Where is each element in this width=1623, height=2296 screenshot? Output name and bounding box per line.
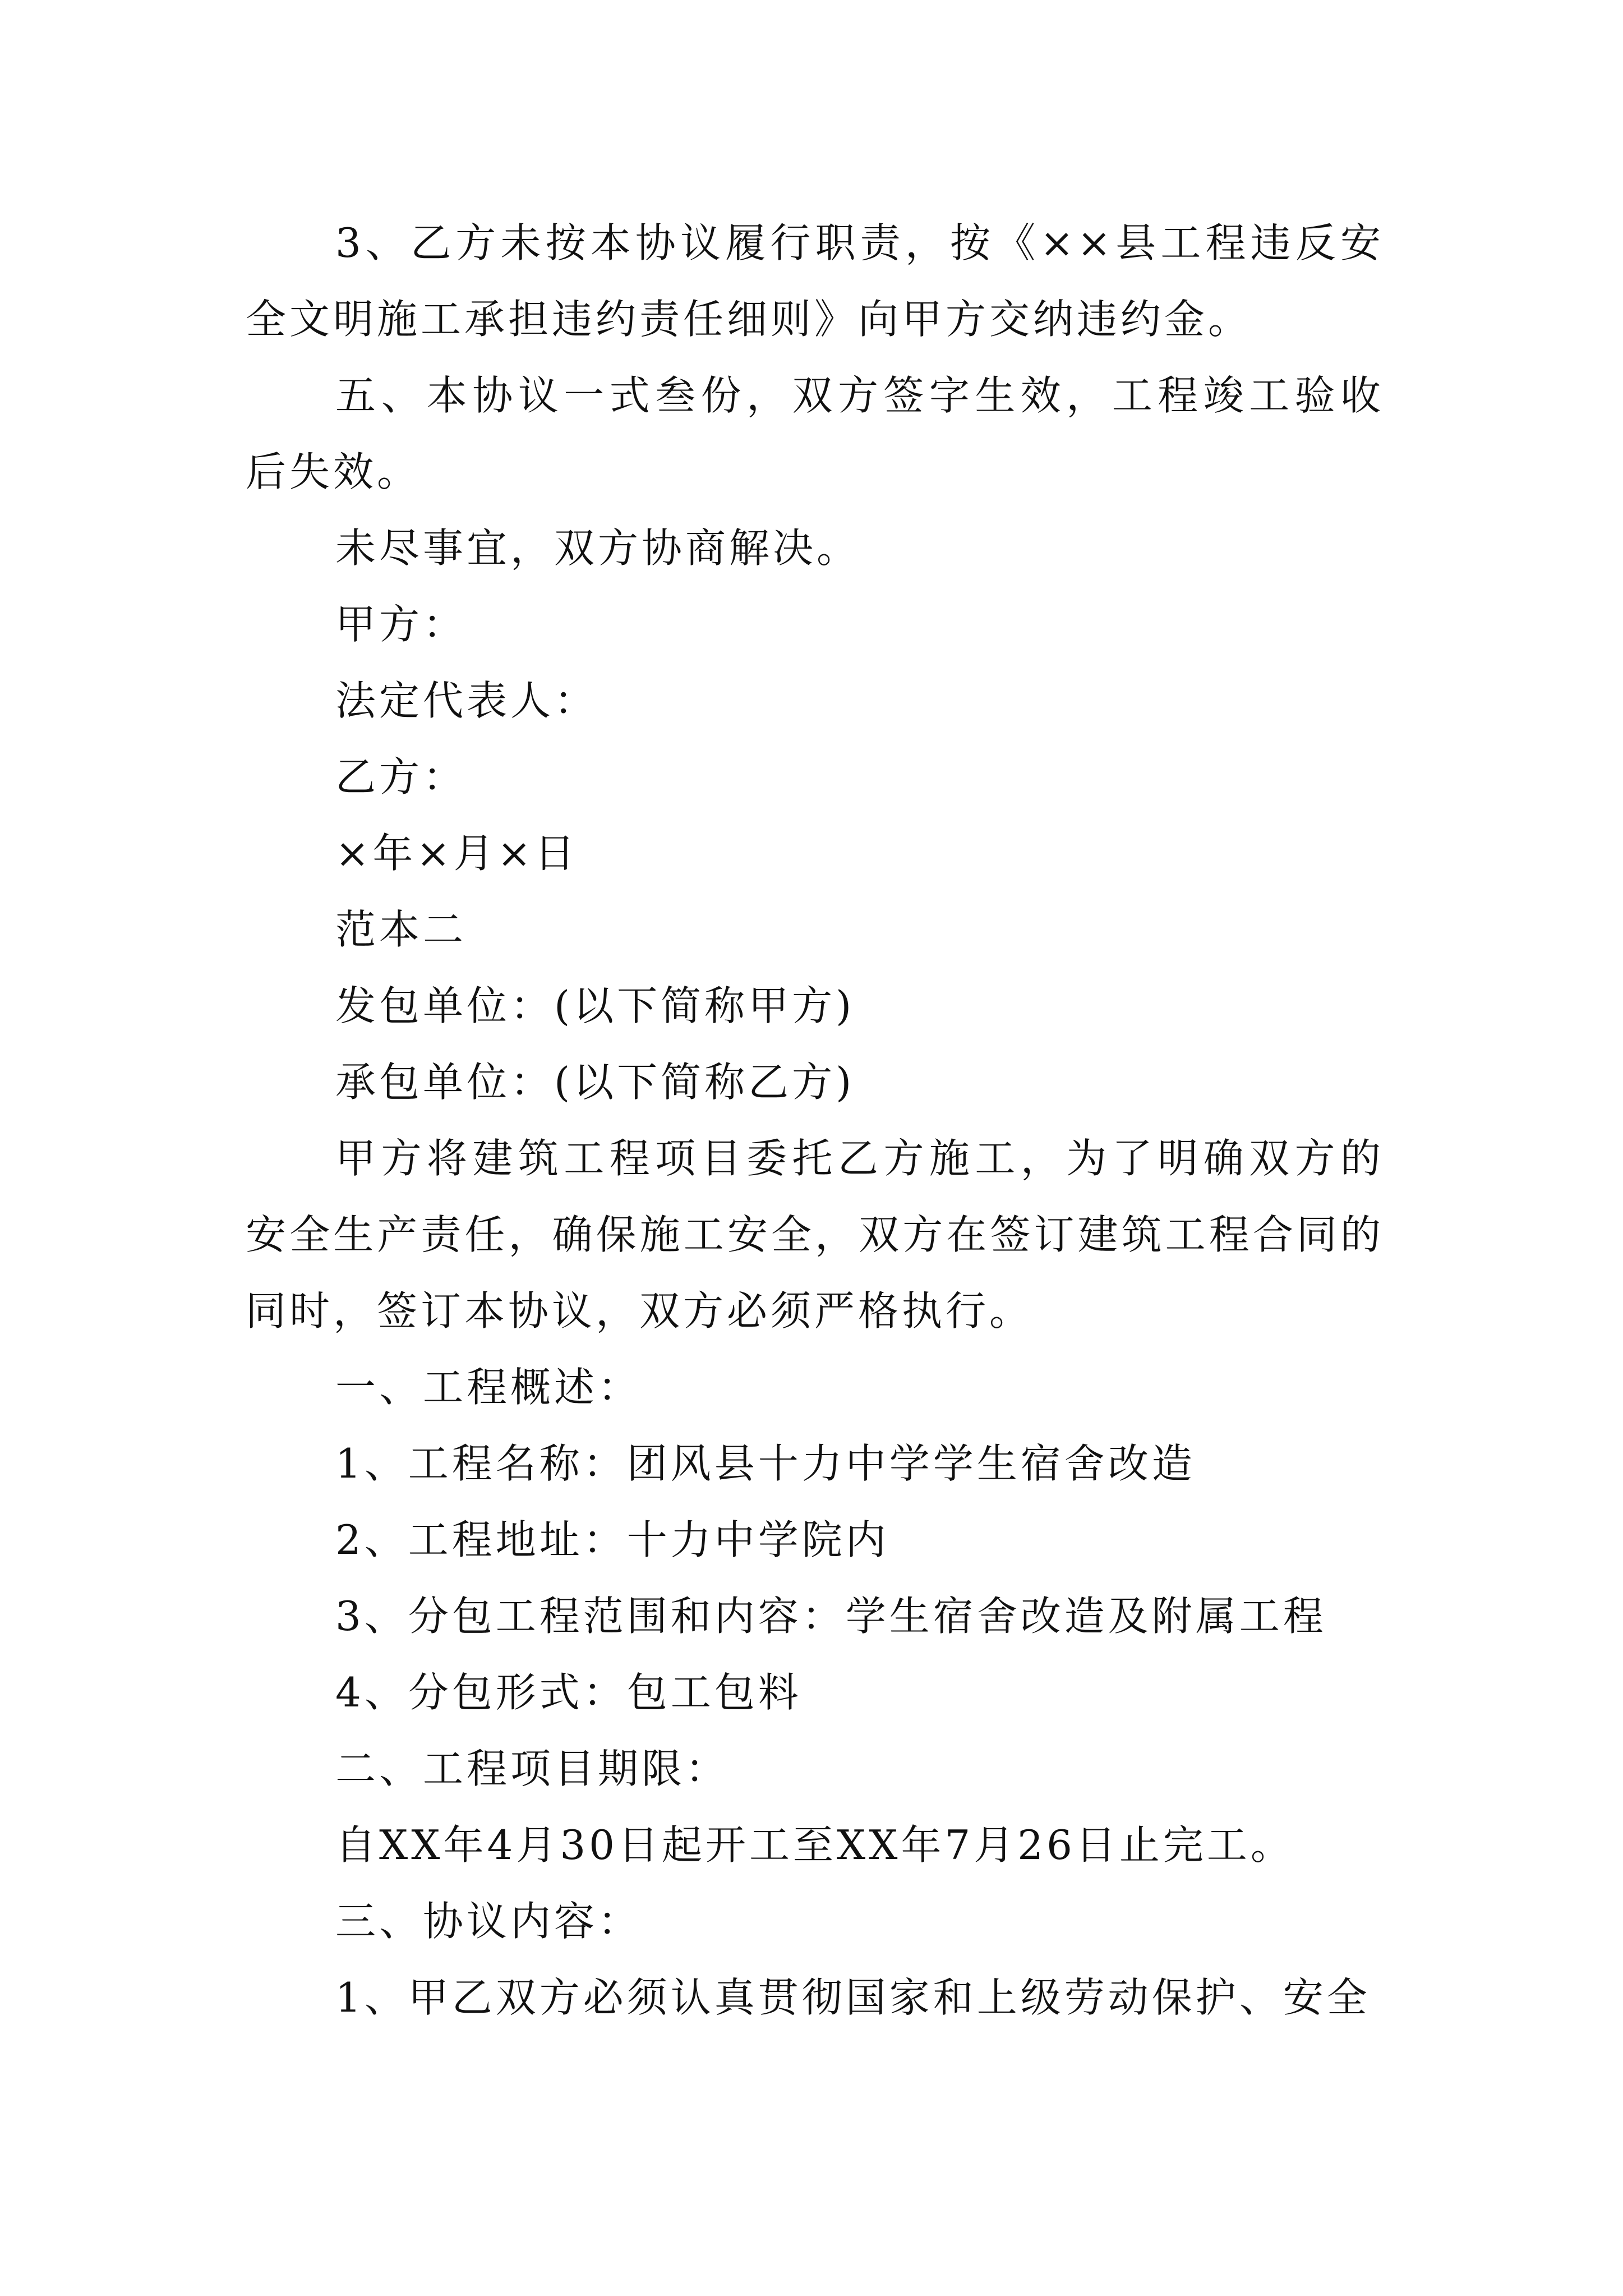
section-agreement-content: 三、协议内容： [335,1898,642,1945]
project-name-line: 1、工程名称：团风县十力中学学生宿舍改造 [335,1440,1196,1487]
paragraph-unresolved-matters: 未尽事宜，双方协商解决。 [335,524,861,572]
project-period-line: 自XX年4月30日起开工至XX年7月26日止完工。 [335,1821,1294,1869]
section-project-period: 二、工程项目期限： [335,1745,730,1792]
document-body [246,205,1384,2036]
date-line: ×年×月×日 [335,830,578,877]
project-scope-line: 3、分包工程范围和内容：学生宿舍改造及附属工程 [335,1593,1327,1640]
contracting-unit-line: 发包单位：(以下简称甲方) [335,982,855,1029]
paragraph-agreement-purpose: 甲方将建筑工程项目委托乙方施工，为了明确双方的安全生产责任，确保施工安全，双方在签订建筑工程合同的同时，签订本协议，双方必须严格执行。 [246,1135,1384,1335]
section-project-overview: 一、工程概述： [335,1364,642,1411]
agreement-clause-1: 1、甲乙双方必须认真贯彻国家和上级劳动保护、安全 [335,1974,1371,2021]
contractor-unit-line: 承包单位：(以下简称乙方) [335,1059,855,1106]
party-b-signature-line: 乙方： [335,753,467,800]
legal-representative-line: 法定代表人： [335,677,598,724]
party-a-signature-line: 甲方： [335,601,467,648]
paragraph-copies-clause: 五、本协议一式叁份，双方签字生效，工程竣工验收后失效。 [246,372,1384,495]
template-two-heading: 范本二 [335,906,467,953]
project-address-line: 2、工程地址：十力中学院内 [335,1516,889,1563]
paragraph-penalty-clause: 3、乙方未按本协议履行职责，按《××县工程违反安全文明施工承担违约责任细则》向甲方交纳违约金。 [246,219,1384,343]
subcontract-form-line: 4、分包形式：包工包料 [335,1669,802,1716]
